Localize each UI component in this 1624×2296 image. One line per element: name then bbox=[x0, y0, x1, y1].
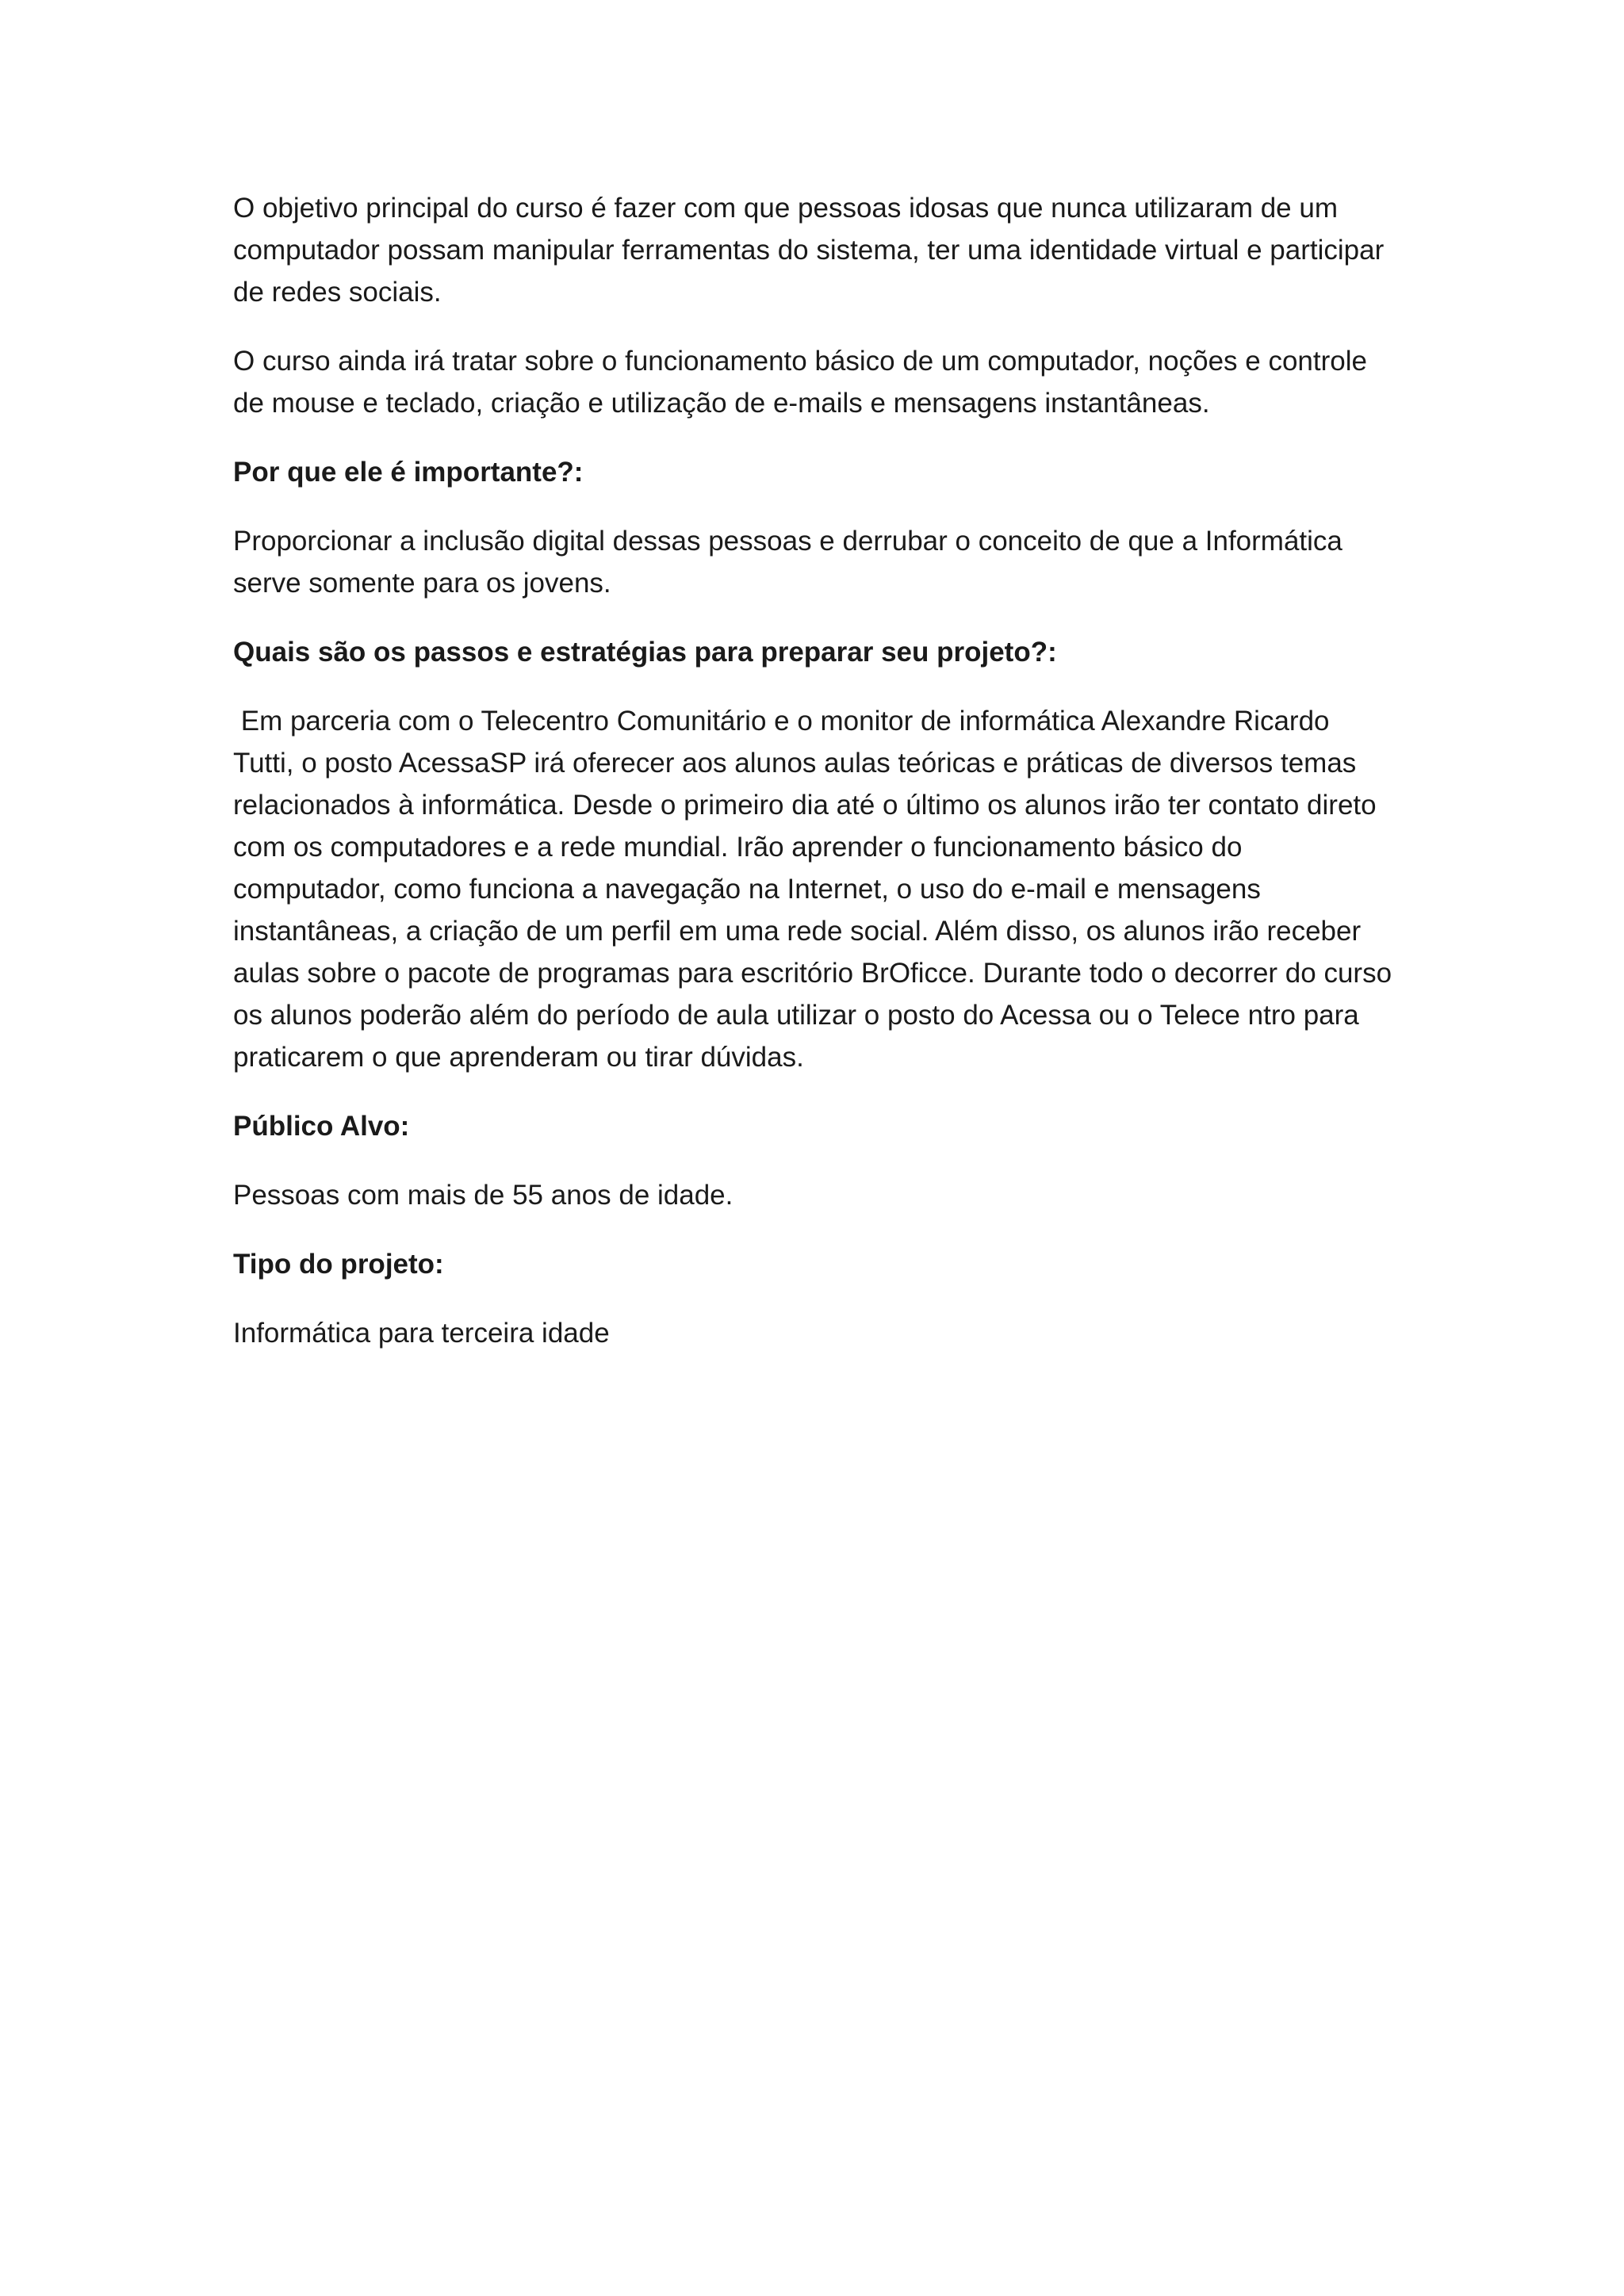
intro-paragraph-2 bbox=[233, 340, 1415, 424]
text-line: com os computadores e a rede mundial. Irão aprender o funcionamento básico do bbox=[233, 832, 1243, 863]
importance-heading: Por que ele é importante?: bbox=[233, 457, 584, 488]
text-line: de redes sociais. bbox=[233, 277, 442, 308]
text-line: Em parceria com o Telecentro Comunitário e o monitor de informática Alexandre Ricardo bbox=[233, 706, 1330, 737]
project-type-paragraph: Informática para terceira idade bbox=[233, 1318, 610, 1349]
text-line: computador possam manipular ferramentas do sistema, ter uma identidade virtual e participar bbox=[233, 235, 1385, 266]
text-line: O objetivo principal do curso é fazer com que pessoas idosas que nunca utilizaram de um bbox=[233, 193, 1338, 224]
text-line: instantâneas, a criação de um perfil em uma rede social. Além disso, os alunos irão receber bbox=[233, 916, 1362, 947]
text-line: praticarem o que aprenderam ou tirar dúvidas. bbox=[233, 1042, 804, 1073]
strategy-heading: Quais são os passos e estratégias para preparar seu projeto?: bbox=[233, 637, 1057, 668]
text-line: de mouse e teclado, criação e utilização de e-mails e mensagens instantâneas. bbox=[233, 388, 1210, 419]
text-line: serve somente para os jovens. bbox=[233, 568, 611, 599]
text-line: Tutti, o posto AcessaSP irá oferecer aos alunos aulas teóricas e práticas de diversos temas bbox=[233, 748, 1357, 779]
audience-heading: Público Alvo: bbox=[233, 1111, 410, 1142]
text-line: computador, como funciona a navegação na Internet, o uso do e-mail e mensagens bbox=[233, 874, 1261, 905]
intro-paragraph-1 bbox=[233, 187, 1415, 313]
importance-paragraph bbox=[233, 520, 1415, 604]
text-line: relacionados à informática. Desde o primeiro dia até o último os alunos irão ter contato direto bbox=[233, 790, 1377, 821]
text-line: os alunos poderão além do período de aula utilizar o posto do Acessa ou o Telece ntro para bbox=[233, 1000, 1359, 1031]
audience-paragraph: Pessoas com mais de 55 anos de idade. bbox=[233, 1180, 733, 1211]
text-line: aulas sobre o pacote de programas para escritório BrOficce. Durante todo o decorrer do curso bbox=[233, 958, 1392, 989]
strategy-paragraph bbox=[233, 700, 1415, 1078]
project-type-heading: Tipo do projeto: bbox=[233, 1249, 444, 1280]
text-line: Proporcionar a inclusão digital dessas pessoas e derrubar o conceito de que a Informática bbox=[233, 526, 1342, 557]
document-body bbox=[233, 187, 1415, 1381]
text-line: O curso ainda irá tratar sobre o funcionamento básico de um computador, noções e controle bbox=[233, 346, 1367, 377]
